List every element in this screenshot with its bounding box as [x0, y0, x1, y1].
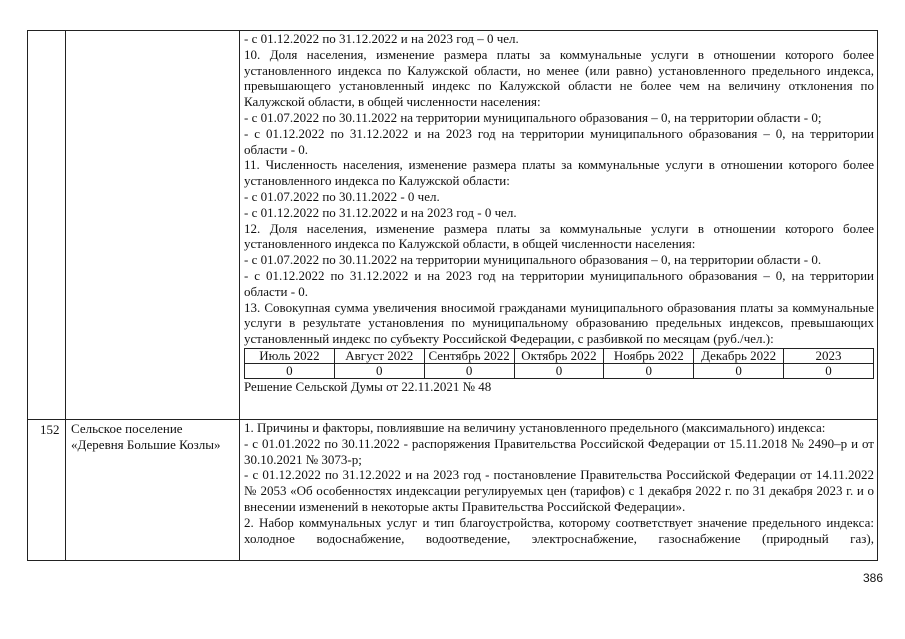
decision-line: Решение Сельской Думы от 22.11.2021 № 48: [244, 378, 492, 394]
month-header: Сентябрь 2022: [424, 348, 514, 363]
month-value: 0: [334, 363, 424, 378]
content-paragraph: 1. Причины и факторы, повлиявшие на величину установленного предельного (максимального) индекса:: [244, 420, 826, 435]
content-paragraph: - с 01.12.2022 по 31.12.2022 и на 2023 год - 0 чел.: [244, 204, 517, 220]
content-paragraph: - с 01.12.2022 по 31.12.2022 и на 2023 год на территории муниципального образования – 0, на территории области - 0.: [244, 125, 874, 157]
content-paragraph: - с 01.12.2022 по 31.12.2022 и на 2023 год - постановление Правительства Российской Федерации от 14.11.2022 № 2053 «Об особенностях индексации регулируемых цен (тарифов) с 1 декабря 2022 г. по 31 декабря 2023 г. и о внесении изменений в некоторые акты Правительства Российской Федерации».: [244, 467, 874, 514]
month-value: 0: [604, 363, 694, 378]
month-value: 0: [694, 363, 784, 378]
table-row: [28, 420, 878, 561]
month-value: 0: [514, 363, 604, 378]
content-paragraph: 12. Доля населения, изменение размера платы за коммунальные услуги в отношении которого более установленного индекса по Калужской области, в общей численности населения:: [244, 220, 874, 252]
row-name-cell: [66, 31, 240, 420]
content-paragraph: 10. Доля населения, изменение размера платы за коммунальные услуги в отношении которого более установленного индекса по Калужской области, но менее (или равно) установленного предельного индекса, превышающего установленный индекс по Калужской области не более чем на величину отклонения по Калужской области, в общей численности населения:: [244, 46, 874, 110]
content-paragraph: - с 01.07.2022 по 30.11.2022 на территории муниципального образования – 0, на территории области - 0;: [244, 109, 822, 125]
months-value-row: [245, 363, 874, 378]
month-value: 0: [245, 363, 335, 378]
month-header: Август 2022: [334, 348, 424, 363]
content-paragraph: - с 01.12.2022 по 31.12.2022 и на 2023 год на территории муниципального образования – 0, на территории области - 0.: [244, 267, 874, 299]
content-paragraph: - с 01.07.2022 по 30.11.2022 - 0 чел.: [244, 188, 440, 204]
document-table: [27, 30, 878, 561]
months-table: [244, 348, 874, 379]
month-value: 0: [784, 363, 874, 378]
row-content-cell: [240, 420, 878, 561]
municipality-name: Сельское поселение «Деревня Большие Козлы»: [66, 420, 240, 561]
row-number: 152: [28, 420, 66, 561]
page-number: 386: [862, 571, 883, 585]
row-number-cell: [28, 31, 66, 420]
content-paragraph: 2. Набор коммунальных услуг и тип благоустройства, которому соответствует значение предельного индекса: холодное водоснабжение, водоотведение, электроснабжение, газоснабжение (природный газ),: [244, 514, 874, 546]
content-paragraph: - с 01.01.2022 по 30.11.2022 - распоряжения Правительства Российской Федерации от 15.11.2018 № 2490–р и от 30.10.2021 № 3073-р;: [244, 435, 874, 467]
content-paragraph: 11. Численность населения, изменение размера платы за коммунальные услуги в отношении которого более установленного индекса по Калужской области:: [244, 157, 874, 189]
content-paragraph: - с 01.12.2022 по 31.12.2022 и на 2023 год – 0 чел.: [244, 31, 519, 46]
content-paragraph: 13. Совокупная сумма увеличения вносимой гражданами муниципального образования платы за коммунальные услуги в результате установления по муниципальному образованию предельных индексов, превышающих установленный индекс по субъекту Российской Федерации, с разбивкой по месяцам (руб./чел.):: [244, 299, 874, 347]
month-header: Октябрь 2022: [514, 348, 604, 363]
row-content-cell: [240, 31, 878, 420]
content-paragraph: - с 01.07.2022 по 30.11.2022 на территории муниципального образования – 0, на территории области - 0.: [244, 252, 822, 268]
month-header: Ноябрь 2022: [604, 348, 694, 363]
month-header: Июль 2022: [245, 348, 335, 363]
month-header: 2023: [784, 348, 874, 363]
month-header: Декабрь 2022: [694, 348, 784, 363]
months-header-row: [245, 348, 874, 363]
month-value: 0: [424, 363, 514, 378]
table-row: [28, 31, 878, 420]
